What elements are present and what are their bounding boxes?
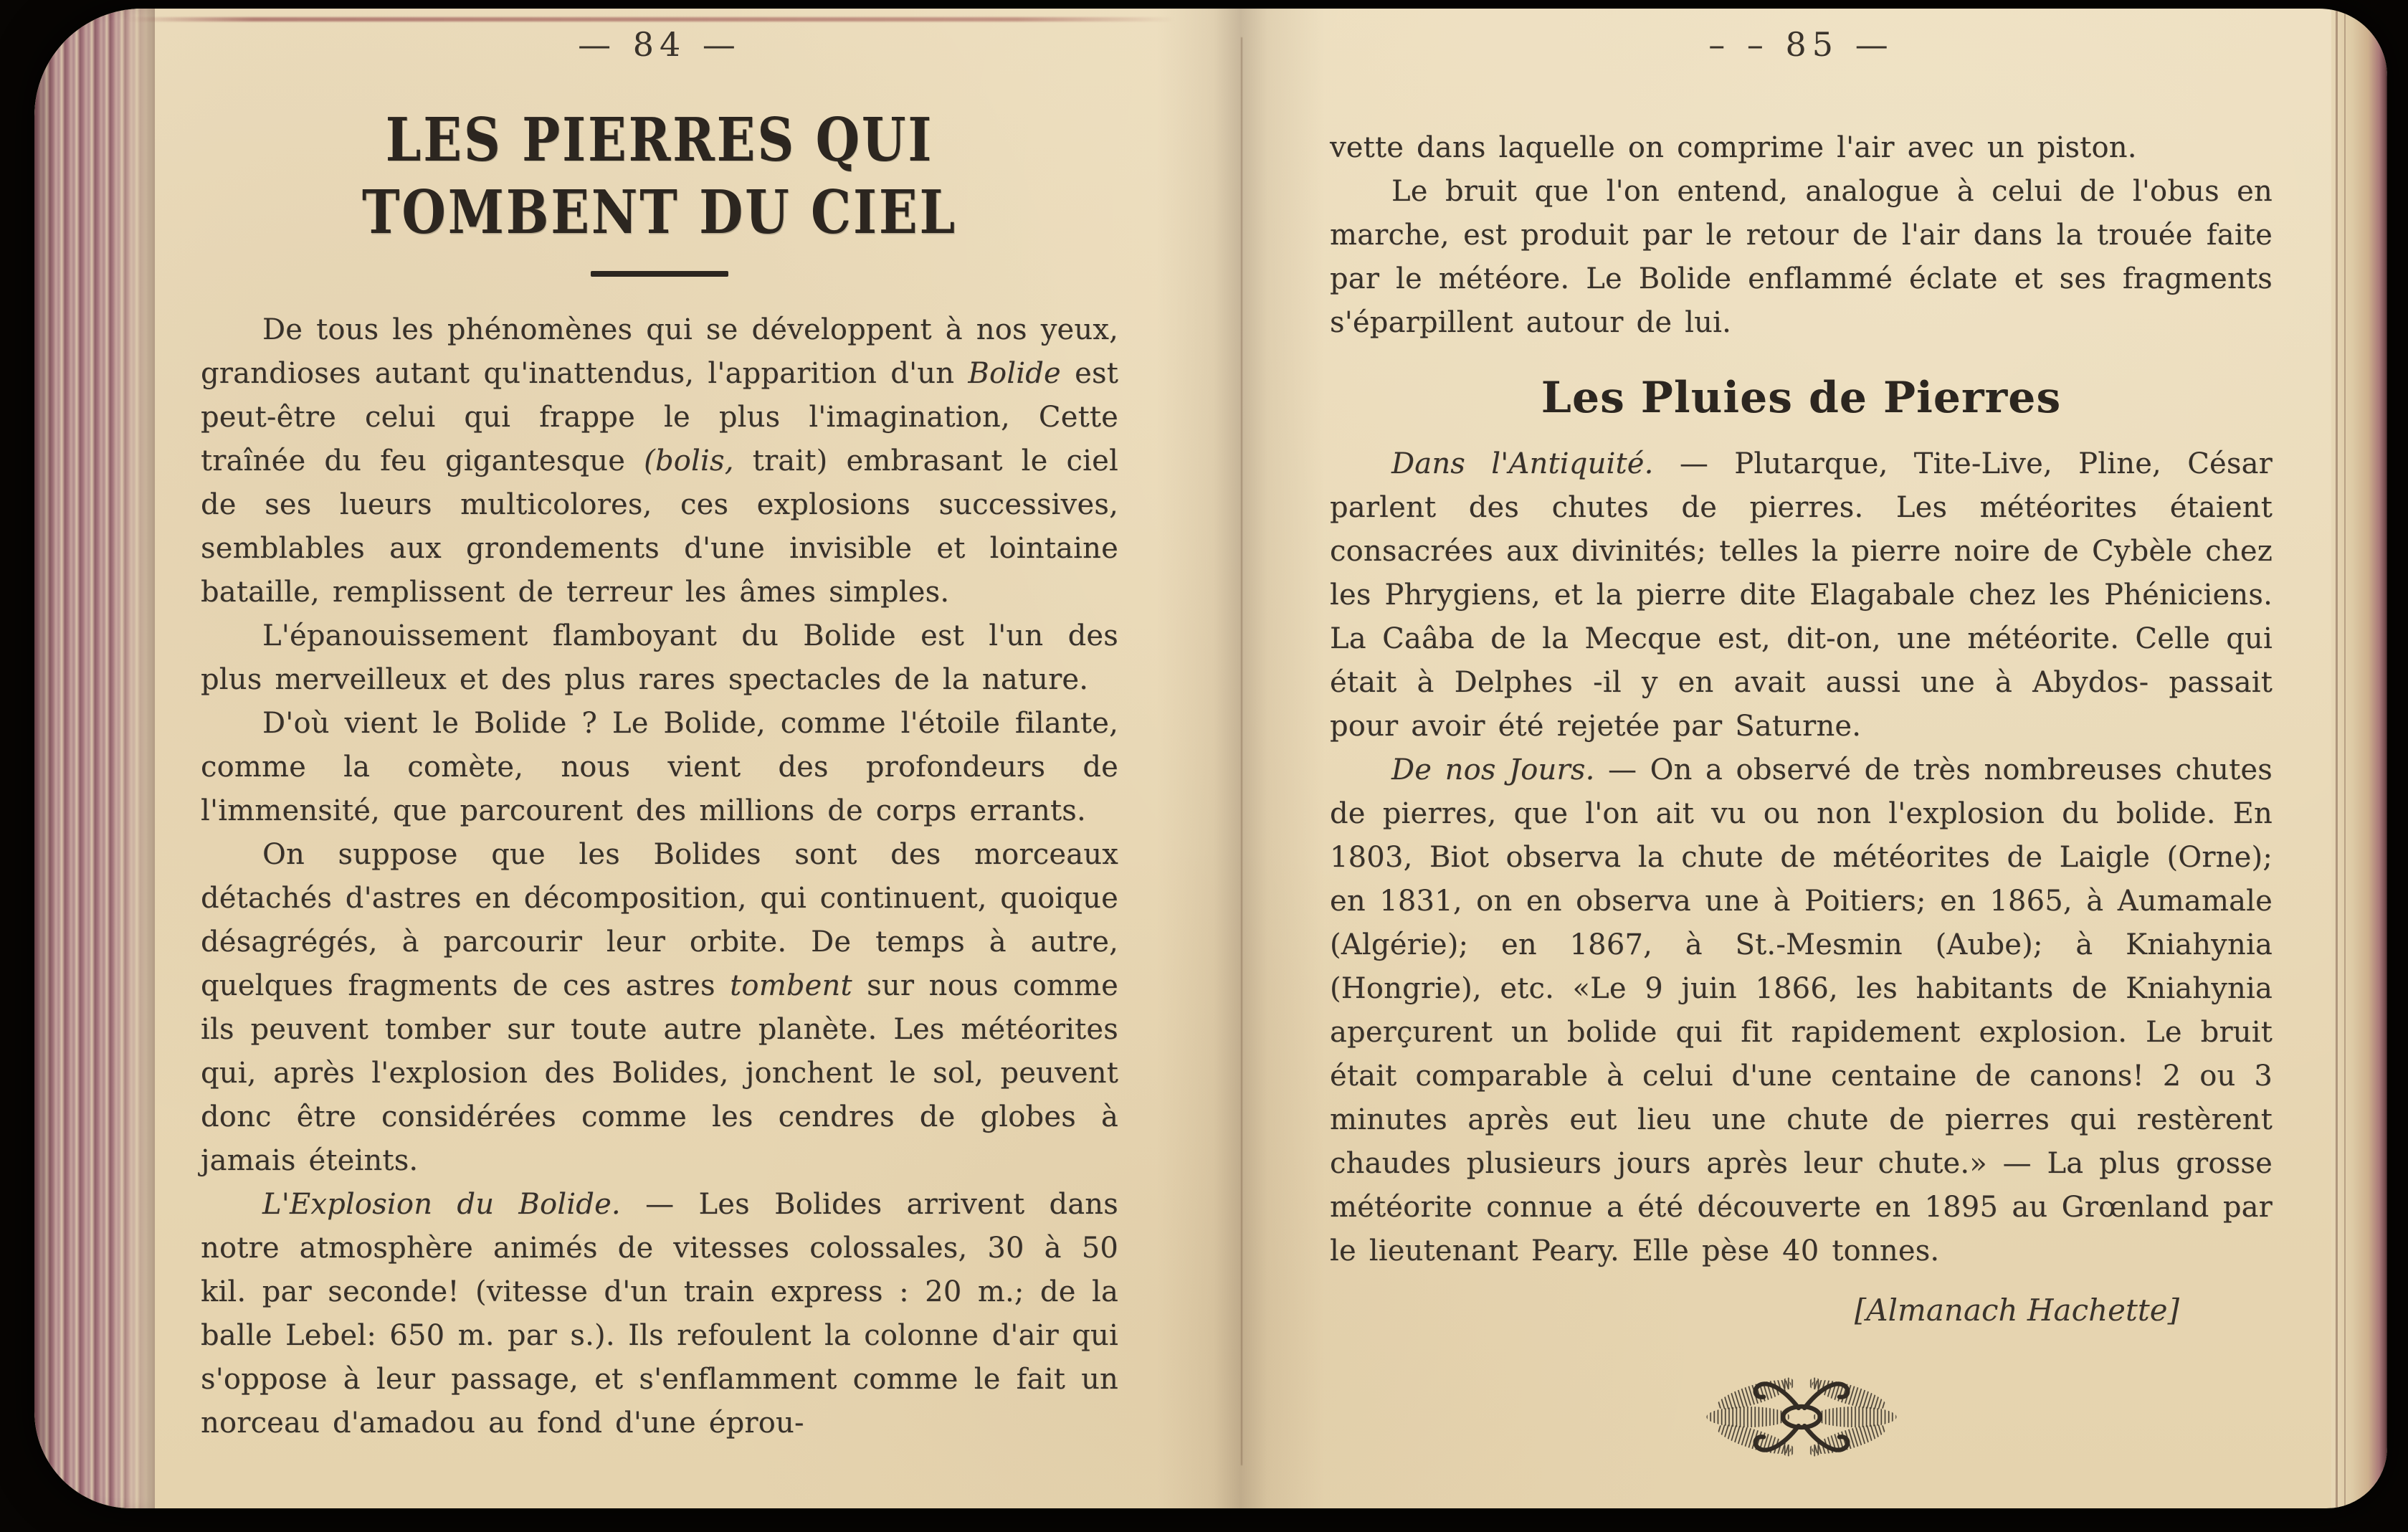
open-book <box>34 9 2387 1508</box>
page-edges-left <box>34 9 155 1508</box>
attribution: [Almanach Hachette] <box>1854 1293 2179 1328</box>
dyed-top-edge <box>128 17 1174 22</box>
right-body-top <box>1330 126 2273 345</box>
page-edges-right <box>2331 9 2387 1508</box>
right-folio: – – 85 — <box>1708 25 1894 64</box>
paragraph: Le bruit que l'on entend, analogue à celui de l'obus en marche, est produit par le retour de l'air dans la trouée faite par le météore. Le Bolide enflammé éclate et ses fragments s'éparpillent autour de lui. <box>1330 175 2273 339</box>
paragraph: De tous les phénomènes qui se développent à nos yeux, grandioses autant qu'inattendus, l'apparition d'un Bolide est peut-être celui qui frappe le plus l'imagination, Cette traînée du feu gigantesque (bolis, trait) embrasant le ciel de ses lueurs multicolores, ces explosions successives, semblables aux grondements d'une invisible et lointaine bataille, remplissent de terreur les âmes simples. <box>201 313 1118 609</box>
left-folio: — 84 — <box>578 25 741 64</box>
paragraph: L'épanouissement flamboyant du Bolide est l'un des plus merveilleux et des plus rares spectacles de la nature. <box>201 619 1118 696</box>
fleuron-ornament-icon <box>1698 1365 1905 1469</box>
paragraph: Dans l'Antiquité. — Plutarque, Tite-Live, Pline, César parlent des chutes de pierres. Les météorites étaient consacrées aux divinités; telles la pierre noire de Cybèle chez les Phrygiens, et la pierre dite Elagabale chez les Phéniciens. La Caâba de la Mecque est, dit-on, une météorite. Celle qui était à Delphes -il y en avait aussi une à Abydos- passait pour avoir été rejetée par Saturne. <box>1330 447 2273 743</box>
right-page <box>1330 23 2273 1469</box>
left-body <box>201 308 1118 1445</box>
paragraph: De nos Jours. — On a observé de très nombreuses chutes de pierres, que l'on ait vu ou non l'explosion du bolide. En 1803, Biot observa la chute de météorites de Laigle (Orne); en 1831, on en observa une à Poitiers; en 1865, à Aumamale (Algérie); en 1867, à St.-Mesmin (Aube); à Kniahynia (Hongrie), etc. «Le 9 juin 1866, les habitants de Kniahynia aperçurent un bolide qui fit rapidement explosion. Le bruit était comparable à celui d'une centaine de canons! 2 ou 3 minutes après eut lieu une chute de pierres qui restèrent chaudes plusieurs jours après leur chute.» — La plus grosse météorite connue a été découverte en 1895 au Grœnland par le lieutenant Peary. Elle pèse 40 tonnes. <box>1330 753 2273 1267</box>
page-title: LES PIERRES QUI TOMBENT DU CIEL <box>361 104 958 247</box>
book-gutter <box>1156 9 1325 1508</box>
paragraph: L'Explosion du Bolide. — Les Bolides arrivent dans notre atmosphère animés de vitesses colossales, 30 à 50 kil. par seconde! (vitesse d'un train express : 20 m.; de la balle Lebel: 650 m. par s.). Ils refoulent la colonne d'air qui s'oppose à leur passage, et s'enflamment comme le fait un norceau d'amadou au fond d'une éprou- <box>201 1188 1118 1440</box>
right-body <box>1330 442 2273 1273</box>
paragraph: vette dans laquelle on comprime l'air avec un piston. <box>1330 131 2137 164</box>
left-page <box>201 23 1118 1445</box>
title-rule <box>591 271 728 277</box>
paragraph: On suppose que les Bolides sont des morceaux détachés d'astres en décomposition, qui continuent, quoique désagrégés, à parcourir leur orbite. De temps à autre, quelques fragments de ces astres tombent sur nous comme ils peuvent tomber sur toute autre planète. Les météorites qui, après l'explosion des Bolides, jonchent le sol, peuvent donc être considérées comme les cendres de globes à jamais éteints. <box>201 838 1118 1177</box>
paragraph: D'où vient le Bolide ? Le Bolide, comme l'étoile filante, comme la comète, nous vient des profondeurs de l'immensité, que parcourent des millions de corps errants. <box>201 707 1118 827</box>
section-heading: Les Pluies de Pierres <box>1541 373 2062 423</box>
